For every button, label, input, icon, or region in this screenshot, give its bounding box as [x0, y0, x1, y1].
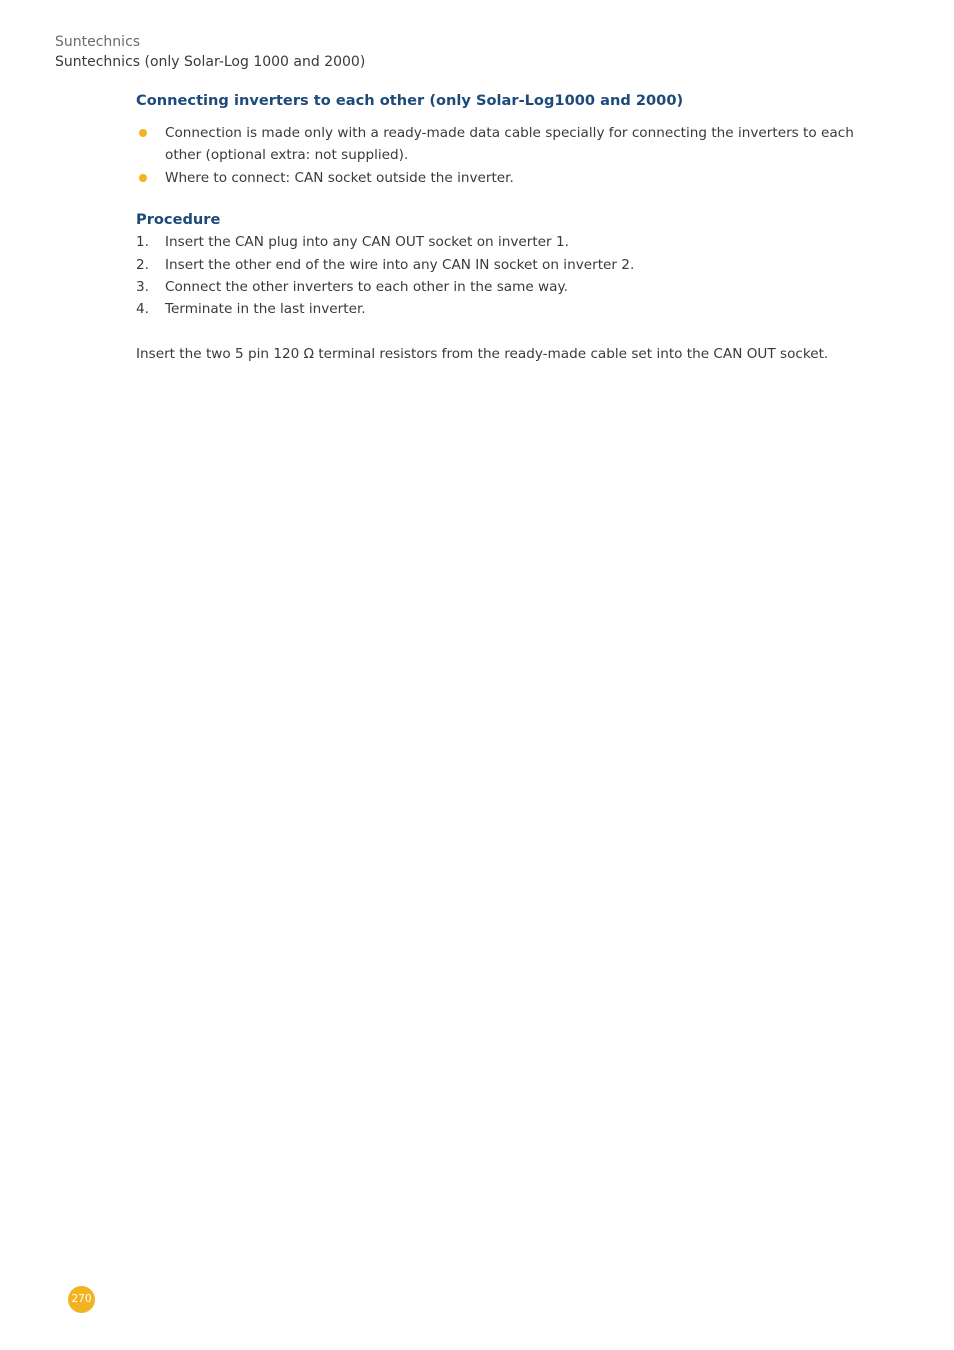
- bullet-dot-icon: [139, 174, 147, 182]
- list-item: [136, 254, 856, 276]
- step-number: 3.: [136, 279, 149, 296]
- step-text: Insert the CAN plug into any CAN OUT socket on inverter 1.: [165, 234, 569, 251]
- list-item: [136, 276, 856, 298]
- main-content: [136, 90, 856, 365]
- page-header: [55, 32, 365, 72]
- procedure-steps: [136, 231, 856, 321]
- list-item: [136, 231, 856, 253]
- section-heading: Connecting inverters to each other (only Solar-Log1000 and 2000): [136, 92, 684, 109]
- note-paragraph: Insert the two 5 pin 120 Ω terminal resistors from the ready-made cable set into the CAN OUT socket.: [136, 345, 829, 362]
- list-item: [136, 298, 856, 320]
- bullet-text: Connection is made only with a ready-made data cable specially for connecting the inverters to each other (optional extra: not supplied).: [165, 125, 854, 164]
- list-item: [136, 122, 856, 167]
- procedure-heading: Procedure: [136, 211, 221, 229]
- bullet-text: Where to connect: CAN socket outside the inverter.: [165, 169, 514, 186]
- step-text: Insert the other end of the wire into any CAN IN socket on inverter 2.: [165, 256, 635, 273]
- step-number: 4.: [136, 301, 149, 318]
- step-text: Connect the other inverters to each other in the same way.: [165, 279, 568, 296]
- step-number: 2.: [136, 256, 149, 273]
- page-number-badge: 270: [68, 1286, 95, 1313]
- section-subtitle: Suntechnics (only Solar-Log 1000 and 2000): [55, 54, 366, 70]
- step-number: 1.: [136, 234, 149, 251]
- list-item: [136, 167, 856, 189]
- step-text: Terminate in the last inverter.: [165, 301, 366, 318]
- bullet-list: [136, 122, 856, 189]
- bullet-dot-icon: [139, 129, 147, 137]
- chapter-title: Suntechnics: [55, 34, 141, 50]
